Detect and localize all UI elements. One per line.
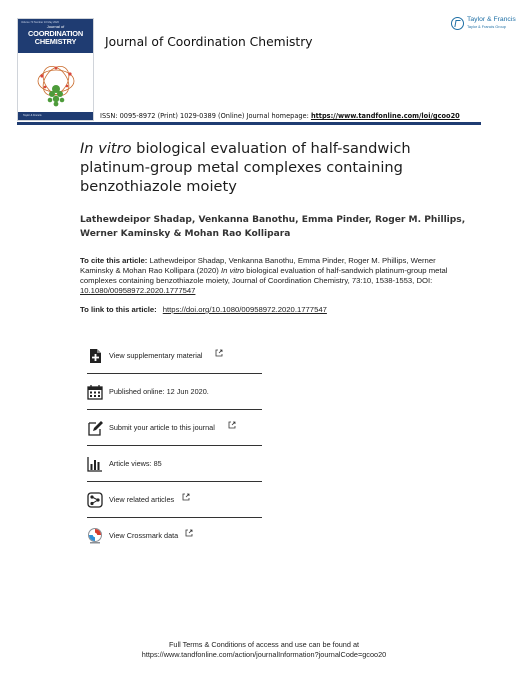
pencil-document-icon: [87, 420, 103, 436]
cover-footer-band: [18, 112, 93, 120]
publisher-logo[interactable]: [451, 16, 515, 34]
publisher-name: Taylor & Francis: [467, 16, 516, 23]
cover-footer-text: Taylor & Francis: [23, 114, 42, 117]
terms-footer-line-1: Full Terms & Conditions of access and use can be found at: [168, 640, 360, 649]
article-link-line: [80, 305, 327, 314]
action-crossmark[interactable]: [87, 524, 262, 554]
citation-text-2: biological evaluation of half-sandwich platinum-group metal complexes containing benzothiazole moiety, Journal of Coordination Chemistry, 73:10, 1538-1553, DOI:: [80, 266, 448, 285]
action-submit-article[interactable]: [87, 416, 262, 446]
article-doi-link[interactable]: https://doi.org/10.1080/00958972.2020.1777547: [162, 305, 327, 314]
article-link-label: To link to this article:: [80, 305, 157, 314]
calendar-icon: [87, 384, 103, 400]
external-link-icon: [228, 421, 236, 429]
article-title: [80, 139, 460, 196]
publisher-subtitle: Taylor & Francis Group: [467, 25, 506, 29]
citation-italic: In vitro: [221, 266, 245, 275]
action-label: View related articles: [109, 495, 175, 504]
crossmark-icon: [87, 528, 103, 544]
cover-word-1: Journal of: [46, 24, 65, 29]
issn-line: [100, 112, 460, 120]
cover-word-3: CHEMISTRY: [34, 37, 77, 46]
journal-cover: [17, 18, 94, 121]
publisher-logo-icon: [451, 17, 464, 30]
journal-title[interactable]: Journal of Coordination Chemistry: [105, 35, 313, 49]
action-label: View Crossmark data: [109, 531, 179, 540]
external-link-icon: [185, 529, 193, 537]
external-link-icon: [215, 349, 223, 357]
action-label: Article views: 85: [109, 459, 162, 468]
terms-footer-link[interactable]: https://www.tandfonline.com/action/journalInformation?journalCode=gcoo20: [141, 650, 387, 659]
plus-document-icon: [87, 348, 103, 364]
action-label: Published online: 12 Jun 2020.: [109, 387, 209, 396]
journal-homepage-link[interactable]: https://www.tandfonline.com/loi/gcoo20: [310, 112, 460, 120]
action-label: View supplementary material: [109, 351, 203, 360]
citation-text-1: Lathewdeipor Shadap, Venkanna Banothu, Emma Pinder, Roger M. Phillips, Werner Kaminsky & Mohan Rao Kollipara (2020): [80, 256, 436, 275]
action-label: Submit your article to this journal: [109, 423, 215, 432]
external-link-icon: [182, 493, 190, 501]
header-divider: [17, 122, 481, 125]
related-articles-icon: [87, 492, 103, 508]
cover-molecule-illustration: [30, 59, 82, 109]
issn-text: ISSN: 0095-8972 (Print) 1029-0389 (Online) Journal homepage:: [100, 112, 309, 120]
bar-chart-icon: [87, 456, 103, 472]
terms-footer: [0, 640, 528, 660]
article-authors: Lathewdeipor Shadap, Venkanna Banothu, Emma Pinder, Roger M. Phillips, Werner Kaminsky & Mohan Rao Kollipara: [80, 215, 466, 239]
cover-band: [18, 19, 93, 53]
cover-issue-text: Volume 73 Number 10 May 2020: [21, 21, 59, 24]
citation-label: To cite this article:: [80, 256, 148, 265]
citation-block: [80, 256, 460, 296]
citation-doi[interactable]: 10.1080/00958972.2020.1777547: [80, 286, 196, 295]
action-article-views: [87, 452, 262, 482]
action-related-articles[interactable]: [87, 488, 262, 518]
action-supplementary[interactable]: [87, 344, 262, 374]
cover-word-2: COORDINATION: [28, 29, 83, 38]
article-title-rest: biological evaluation of half-sandwich platinum-group metal complexes containing benzothiazole moiety: [80, 140, 411, 195]
action-published-date: [87, 380, 262, 410]
article-title-italic: In vitro: [80, 140, 132, 157]
